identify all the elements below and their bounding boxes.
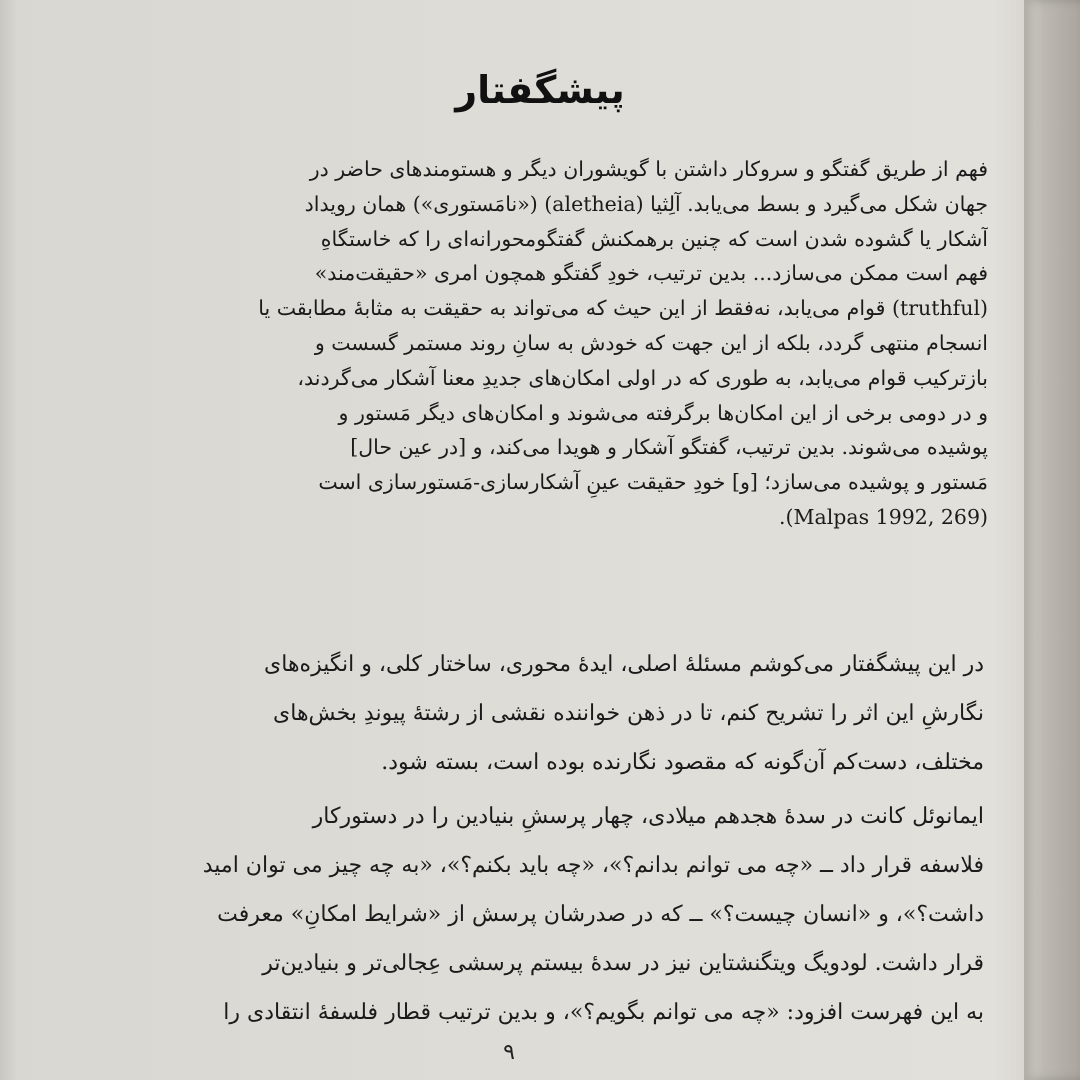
body-line-6: داشت؟»، و «انسان چیست؟» ــ که در صدرشان پرسش از «شرایط امکانِ» معرفت bbox=[217, 902, 984, 928]
book-page-edge bbox=[1024, 0, 1080, 1080]
quote-line-7: بازترکیب قوام می‌یابد، به طوری که در اولی امکان‌های جدیدِ معنا آشکار می‌گردند، bbox=[297, 365, 988, 390]
quote-line-3: آشکار یا گشوده شدن است که چنین برهمکنش گفتگومحورانه‌ای را که خاستگاهِ bbox=[320, 226, 988, 251]
body-line-3: مختلف، دست‌کم آن‌گونه که مقصود نگارنده بوده است، بسته شود. bbox=[381, 750, 984, 776]
quote-line-9: پوشیده می‌شوند. بدین ترتیب، گفتگو آشکار و هویدا می‌کند، و [در عین حال] bbox=[350, 435, 988, 460]
body-line-5: فلاسفه قرار داد ــ «چه می توانم بدانم؟»، «چه باید بکنم؟»، «به چه چیز می توان امید bbox=[202, 852, 984, 878]
body-line-7: قرار داشت. لودویگ ویتگنشتاین نیز در سدهٔ بیستم پرسشی عِجالی‌تر و بنیادین‌تر bbox=[262, 951, 984, 977]
quote-line-8: و در دومی برخی از این امکان‌ها برگرفته می‌شوند و امکان‌های دیگر مَستور و bbox=[338, 400, 988, 425]
quote-line-10: مَستور و پوشیده می‌سازد؛ [و] خودِ حقیقت عینِ آشکارسازی-مَستورسازی است bbox=[318, 470, 988, 495]
quote-line-6: انسجام منتهی گردد، بلکه از این جهت که خودش به سانِ روند مستمر گسست و bbox=[314, 330, 988, 355]
quote-citation: (Malpas 1992, 269). bbox=[779, 504, 988, 529]
quote-line-5: (truthful) قوام می‌یابد، نه‌فقط از این حیث که می‌تواند به حقیقت به مثابهٔ مطابقت یا bbox=[258, 296, 988, 321]
body-line-2: نگارشِ این اثر را تشریح کنم، تا در ذهن خواننده نقشی از رشتهٔ پیوندِ بخش‌های bbox=[273, 701, 984, 727]
body-line-8: به این فهرست افزود: «چه می توانم بگویم؟»، و بدین ترتیب قطار فلسفهٔ انتقادی را bbox=[223, 1000, 984, 1026]
page-number: ۹ bbox=[503, 1040, 515, 1065]
opening-quote bbox=[88, 152, 988, 535]
quote-line-1: فهم از طریق گفتگو و سروکار داشتن با گویشوران دیگر و هستومندهای حاضر در bbox=[309, 157, 988, 181]
main-body-text bbox=[94, 640, 984, 1038]
body-line-4: ایمانوئل کانت در سدهٔ هجدهم میلادی، چهار پرسشِ بنیادین را در دستورکار bbox=[312, 803, 984, 829]
quote-line-2: جهان شکل می‌گیرد و بسط می‌یابد. آلِثیا (aletheia) («نامَستوری») همان رویداد bbox=[304, 191, 988, 216]
quote-line-4: فهم است ممکن می‌سازد... بدین ترتیب، خودِ گفتگو همچون امری «حقیقت‌مند» bbox=[314, 261, 988, 286]
page-title: پیشگفتار bbox=[455, 68, 625, 112]
body-line-1: در این پیشگفتار می‌کوشم مسئلهٔ اصلی، ایدهٔ محوری، ساختار کلی، و انگیزه‌های bbox=[264, 652, 984, 677]
page-left-shadow bbox=[0, 0, 18, 1080]
